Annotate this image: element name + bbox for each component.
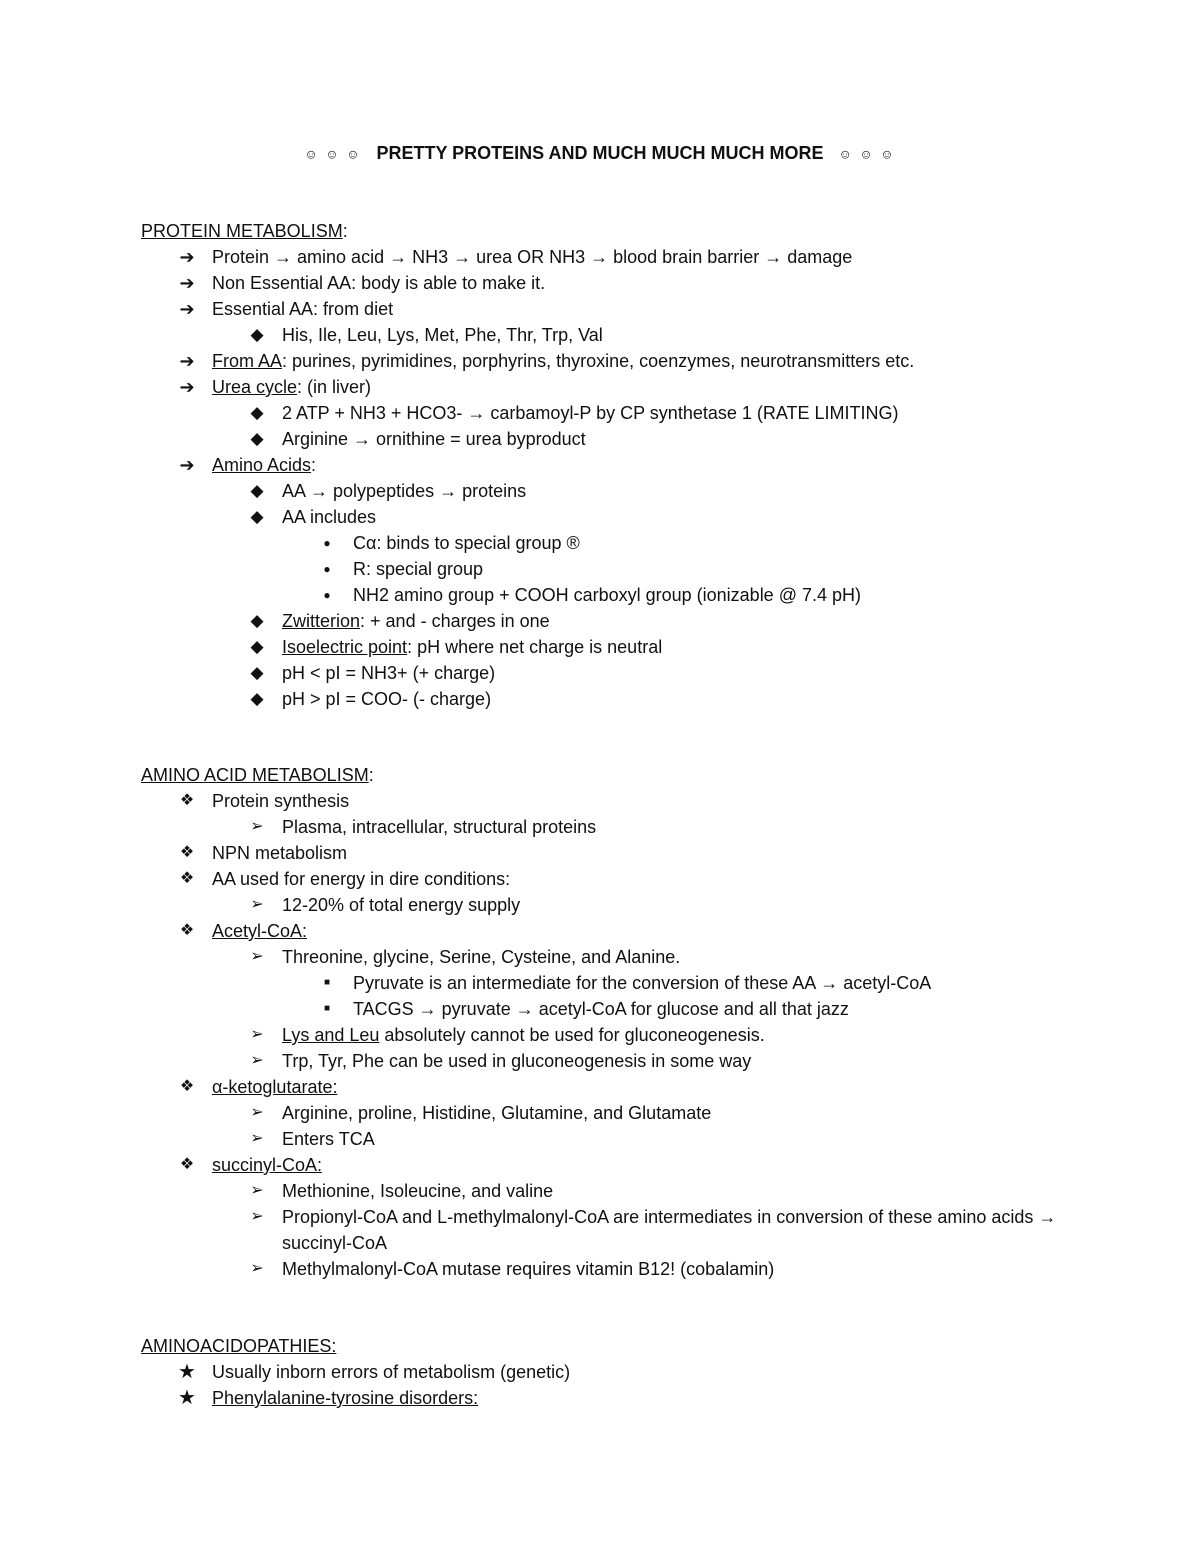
item-text: : pH where net charge is neutral	[407, 637, 663, 657]
chevron-bullet-icon: ➢	[250, 1130, 264, 1147]
document-title	[0, 140, 1200, 167]
list-item	[141, 1048, 1091, 1074]
list-item	[141, 426, 1091, 452]
item-text: : + and - charges in one	[360, 611, 550, 631]
section-amino-acid-metabolism	[141, 762, 1091, 1282]
diamond-bullet-icon: ◆	[250, 429, 264, 448]
diamond-bullet-icon: ◆	[250, 507, 264, 526]
list-item	[141, 608, 1091, 634]
heading-colon: :	[342, 221, 348, 241]
item-text: pH < pI = NH3+ (+ charge)	[282, 663, 496, 683]
list-item	[141, 1152, 1091, 1178]
section-heading	[141, 218, 1091, 244]
item-text: Threonine, glycine, Serine, Cysteine, and Alanine.	[282, 947, 681, 967]
list-item	[141, 322, 1091, 348]
list-item	[141, 892, 1091, 918]
item-text: Non Essential AA: body is able to make it.	[212, 273, 546, 293]
list-item	[141, 556, 1091, 582]
item-text: Cα: binds to special group ®	[353, 533, 580, 553]
chevron-bullet-icon: ➢	[250, 948, 264, 965]
item-underlined-text: From AA	[212, 351, 283, 371]
list-item	[141, 530, 1091, 556]
list-item	[141, 686, 1091, 712]
list-item	[141, 478, 1091, 504]
list-item	[141, 296, 1091, 322]
square-bullet-icon: ■	[323, 977, 331, 988]
list-item	[141, 270, 1091, 296]
item-text: AA includes	[282, 507, 377, 527]
heading-text: AMINO ACID METABOLISM	[141, 765, 369, 785]
item-text: Essential AA: from diet	[212, 299, 394, 319]
item-text: NPN metabolism	[212, 843, 348, 863]
square-bullet-icon: ■	[323, 1003, 331, 1014]
list-item	[141, 1359, 1091, 1385]
list-item	[141, 788, 1091, 814]
chevron-bullet-icon: ➢	[250, 1182, 264, 1199]
list-item	[141, 1022, 1091, 1048]
clover-bullet-icon: ❖	[179, 844, 195, 861]
clover-bullet-icon: ❖	[179, 1078, 195, 1095]
star-bullet-icon: ★	[178, 1361, 196, 1383]
list-item	[141, 1074, 1091, 1100]
list-item	[141, 840, 1091, 866]
item-underlined-text: succinyl-CoA:	[212, 1155, 323, 1175]
diamond-bullet-icon: ◆	[250, 637, 264, 656]
dot-bullet-icon: ●	[323, 536, 331, 550]
diamond-bullet-icon: ◆	[250, 481, 264, 500]
item-text: AA → polypeptides → proteins	[282, 481, 527, 501]
star-bullet-icon: ★	[178, 1387, 196, 1409]
list-item	[141, 400, 1091, 426]
item-text: 12-20% of total energy supply	[282, 895, 521, 915]
arrow-bullet-icon: ➔	[179, 273, 195, 293]
list-item	[141, 244, 1091, 270]
item-text: His, Ile, Leu, Lys, Met, Phe, Thr, Trp, Val	[282, 325, 603, 345]
item-text: Arginine → ornithine = urea byproduct	[282, 429, 586, 449]
item-text: Methionine, Isoleucine, and valine	[282, 1181, 554, 1201]
item-underlined-text: Acetyl-CoA	[212, 921, 303, 941]
item-underlined-text: Urea cycle	[212, 377, 298, 397]
item-text: :	[302, 921, 308, 941]
item-text: Usually inborn errors of metabolism (genetic)	[212, 1362, 571, 1382]
list-item	[141, 634, 1091, 660]
list-item	[141, 1178, 1091, 1204]
item-text: :	[311, 455, 317, 475]
chevron-bullet-icon: ➢	[250, 1104, 264, 1121]
item-text: Propionyl-CoA and L-methylmalonyl-CoA are intermediates in conversion of these amino acids → succinyl-CoA	[282, 1207, 1057, 1253]
item-text: Protein synthesis	[212, 791, 350, 811]
clover-bullet-icon: ❖	[179, 792, 195, 809]
item-text: Arginine, proline, Histidine, Glutamine, and Glutamate	[282, 1103, 712, 1123]
heading-colon: :	[368, 765, 374, 785]
clover-bullet-icon: ❖	[179, 922, 195, 939]
list-item	[141, 1204, 1122, 1256]
chevron-bullet-icon: ➢	[250, 1260, 264, 1277]
list-item	[141, 866, 1091, 892]
item-text: Protein → amino acid → NH3 → urea OR NH3 → blood brain barrier → damage	[212, 247, 853, 267]
arrow-bullet-icon: ➔	[179, 247, 195, 267]
list-item	[141, 348, 1091, 374]
diamond-bullet-icon: ◆	[250, 403, 264, 422]
item-text: Trp, Tyr, Phe can be used in gluconeogenesis in some way	[282, 1051, 752, 1071]
item-text: : purines, pyrimidines, porphyrins, thyroxine, coenzymes, neurotransmitters etc.	[282, 351, 915, 371]
item-text: 2 ATP + NH3 + HCO3- → carbamoyl-P by CP synthetase 1 (RATE LIMITING)	[282, 403, 899, 423]
arrow-bullet-icon: ➔	[179, 455, 195, 475]
list-item	[141, 452, 1091, 478]
item-text: Pyruvate is an intermediate for the conversion of these AA → acetyl-CoA	[353, 973, 932, 993]
list-item	[141, 996, 1091, 1022]
item-text: pH > pI = COO- (- charge)	[282, 689, 492, 709]
item-text: : (in liver)	[297, 377, 372, 397]
list-item	[141, 374, 1091, 400]
diamond-bullet-icon: ◆	[250, 663, 264, 682]
chevron-bullet-icon: ➢	[250, 1052, 264, 1069]
smiley-faces-right: ☺ ☺ ☺	[838, 146, 896, 162]
smiley-faces-left: ☺ ☺ ☺	[304, 146, 362, 162]
list-item	[141, 944, 1091, 970]
list-item	[141, 1100, 1091, 1126]
clover-bullet-icon: ❖	[179, 1156, 195, 1173]
item-text: Plasma, intracellular, structural proteins	[282, 817, 597, 837]
arrow-bullet-icon: ➔	[179, 351, 195, 371]
list-item	[141, 1256, 1091, 1282]
diamond-bullet-icon: ◆	[250, 325, 264, 344]
chevron-bullet-icon: ➢	[250, 818, 264, 835]
item-underlined-text: Zwitterion	[282, 611, 361, 631]
chevron-bullet-icon: ➢	[250, 1208, 264, 1225]
dot-bullet-icon: ●	[323, 562, 331, 576]
item-text: NH2 amino group + COOH carboxyl group (ionizable @ 7.4 pH)	[353, 585, 861, 605]
diamond-bullet-icon: ◆	[250, 611, 264, 630]
list-item	[141, 1385, 1091, 1411]
title-text: PRETTY PROTEINS AND MUCH MUCH MUCH MORE	[376, 143, 824, 163]
item-text: AA used for energy in dire conditions:	[212, 869, 511, 889]
arrow-bullet-icon: ➔	[179, 377, 195, 397]
item-underlined-text: Amino Acids	[212, 455, 312, 475]
section-protein-metabolism	[141, 218, 1091, 712]
heading-text: PROTEIN METABOLISM	[141, 221, 343, 241]
list-item	[141, 660, 1091, 686]
list-item	[141, 1126, 1091, 1152]
chevron-bullet-icon: ➢	[250, 1026, 264, 1043]
section-heading	[141, 762, 1091, 788]
list-item	[141, 582, 1091, 608]
diamond-bullet-icon: ◆	[250, 689, 264, 708]
section-aminoacidopathies	[141, 1333, 1091, 1411]
list-item	[141, 814, 1091, 840]
clover-bullet-icon: ❖	[179, 870, 195, 887]
chevron-bullet-icon: ➢	[250, 896, 264, 913]
heading-text: AMINOACIDOPATHIES:	[141, 1336, 337, 1356]
item-underlined-text: Isoelectric point	[282, 637, 408, 657]
dot-bullet-icon: ●	[323, 588, 331, 602]
item-underlined-text: Phenylalanine-tyrosine disorders:	[212, 1388, 479, 1408]
item-text: TACGS → pyruvate → acetyl-CoA for glucose and all that jazz	[353, 999, 849, 1019]
list-item	[141, 504, 1091, 530]
list-item	[141, 918, 1091, 944]
item-text: Methylmalonyl-CoA mutase requires vitamin B12! (cobalamin)	[282, 1259, 775, 1279]
list-item	[141, 970, 1091, 996]
item-underlined-text: α-ketoglutarate:	[212, 1077, 338, 1097]
section-heading	[141, 1333, 1091, 1359]
item-underlined-text: Lys and Leu	[282, 1025, 380, 1045]
item-text: Enters TCA	[282, 1129, 375, 1149]
arrow-bullet-icon: ➔	[179, 299, 195, 319]
item-text: R: special group	[353, 559, 484, 579]
item-text: absolutely cannot be used for gluconeogenesis.	[379, 1025, 765, 1045]
